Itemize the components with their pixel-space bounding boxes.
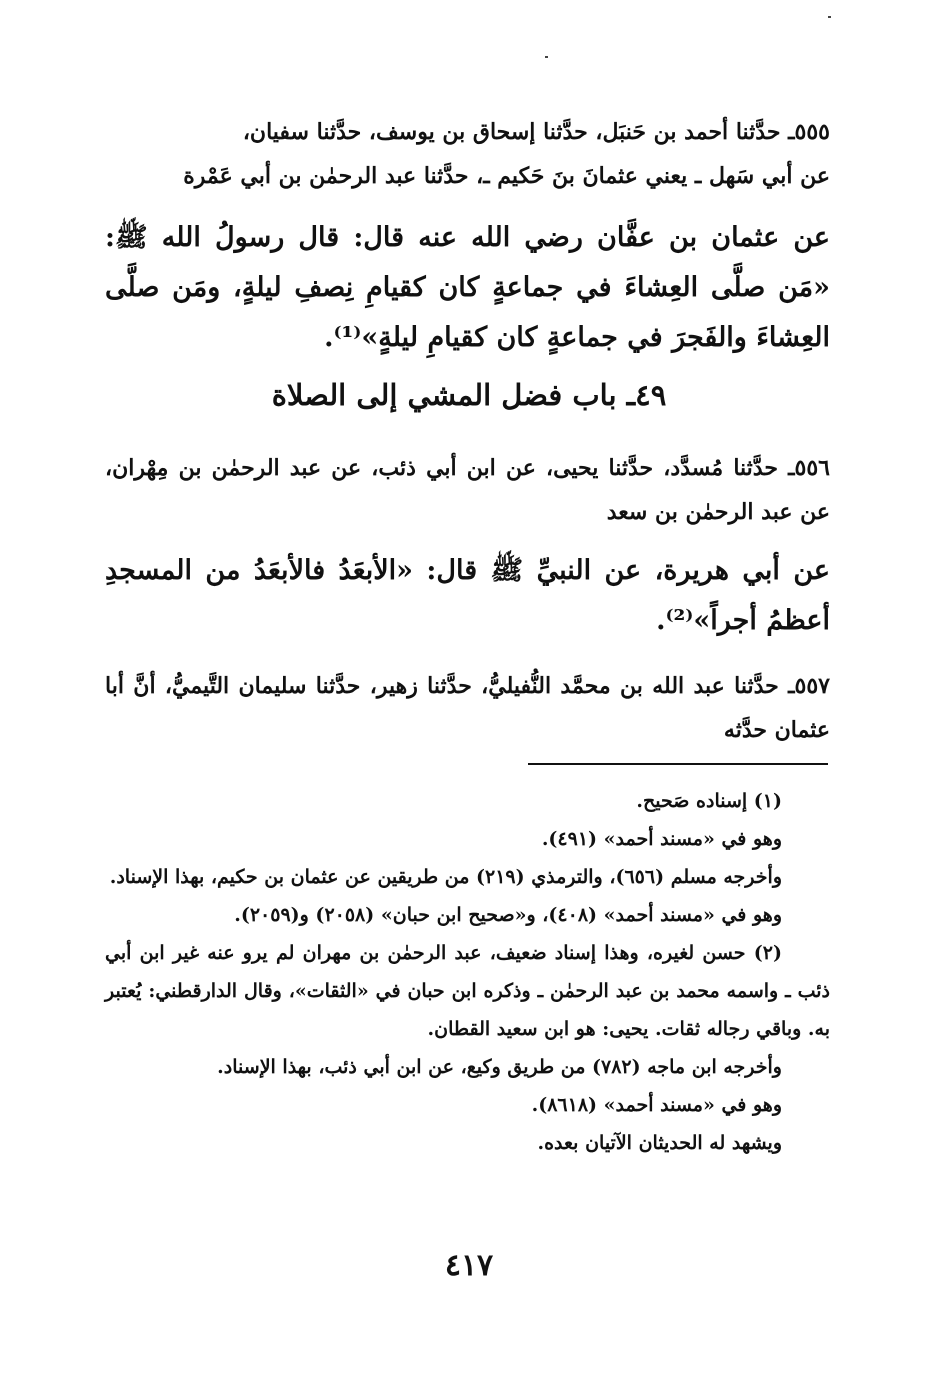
footnote-2-line-4: ويشهد له الحديثان الآتيان بعده. [537,1132,782,1154]
hadith-555-isnad [105,110,830,198]
hadith-556-matn: عن أبي هريرة، عن النبيِّ ﷺ قال: «الأبعَدُ فالأبعَدُ من المسجدِ أعظمُ أجراً»⁽²⁾. [105,555,830,636]
scan-speck [828,16,831,18]
scan-speck [545,56,548,58]
hadith-555-isnad-line-1: ٥٥٥ـ حدَّثنا أحمد بن حَنبَل، حدَّثنا إسحاق بن يوسف، حدَّثنا سفيان، [242,119,830,145]
footnote-1-line-2: وهو في «مسند أحمد» (٤٩١). [541,828,782,850]
footnote-separator [528,763,828,765]
footnote-1-line-4: وهو في «مسند أحمد» (٤٠٨)، و«صحيح ابن حبان» (٢٠٥٨) و(٢٠٥٩). [234,904,782,926]
hadith-556-isnad: ٥٥٦ـ حدَّثنا مُسدَّد، حدَّثنا يحيى، عن ابن أبي ذئب، عن عبد الرحمٰن بن مِهْران، عن عبد الرحمٰن بن سعد [105,455,830,525]
hadith-555-matn: عن عثمان بن عفَّان رضي الله عنه قال: قال رسولُ الله ﷺ: «مَن صلَّى العِشاءَ في جماعةٍ كان كقيامِ نِصفِ ليلةٍ، ومَن صلَّى العِشاءَ والفَجرَ في جماعةٍ كان كقيامِ ليلةٍ»⁽¹⁾. [105,222,830,353]
footnote-1-line-1: (١) إسناده صَحيح. [636,790,782,812]
hadith-555-isnad-line-2: عن أبي سَهل ـ يعني عثمانَ بنَ حَكيم ـ، حدَّثنا عبد الرحمٰن بن أبي عَمْرة [183,163,830,189]
hadith-557-isnad: ٥٥٧ـ حدَّثنا عبد الله بن محمَّد النُّفيليُّ، حدَّثنا زهير، حدَّثنا سليمان التَّيميُّ، أنَّ أبا عثمان حدَّثه [105,673,830,743]
chapter-heading: ٤٩ـ باب فضل المشي إلى الصلاة [271,378,667,412]
footnote-1-line-3: وأخرجه مسلم (٦٥٦)، والترمذي (٢١٩) من طريقين عن عثمان بن حكيم، بهذا الإسناد. [109,866,782,888]
page-number: ٤١٧ [444,1248,494,1283]
footnote-2-line-1: (٢) حسن لغيره، وهذا إسناد ضعيف، عبد الرحمٰن بن مهران لم يرو عنه غير ابن أبي ذئب ـ واسمه محمد بن عبد الرحمٰن ـ وذكره ابن حبان في «الثقات»، وقال الدارقطني: يُعتبر به. وباقي رجاله ثقات. يحيى: هو ابن سعيد القطان. [105,942,830,1040]
footnote-2-line-3: وهو في «مسند أحمد» (٨٦١٨). [531,1094,782,1116]
footnotes [105,782,830,1162]
footnote-2-line-2: وأخرجه ابن ماجه (٧٨٢) من طريق وكيع، عن ابن أبي ذئب، بهذا الإسناد. [217,1056,782,1078]
